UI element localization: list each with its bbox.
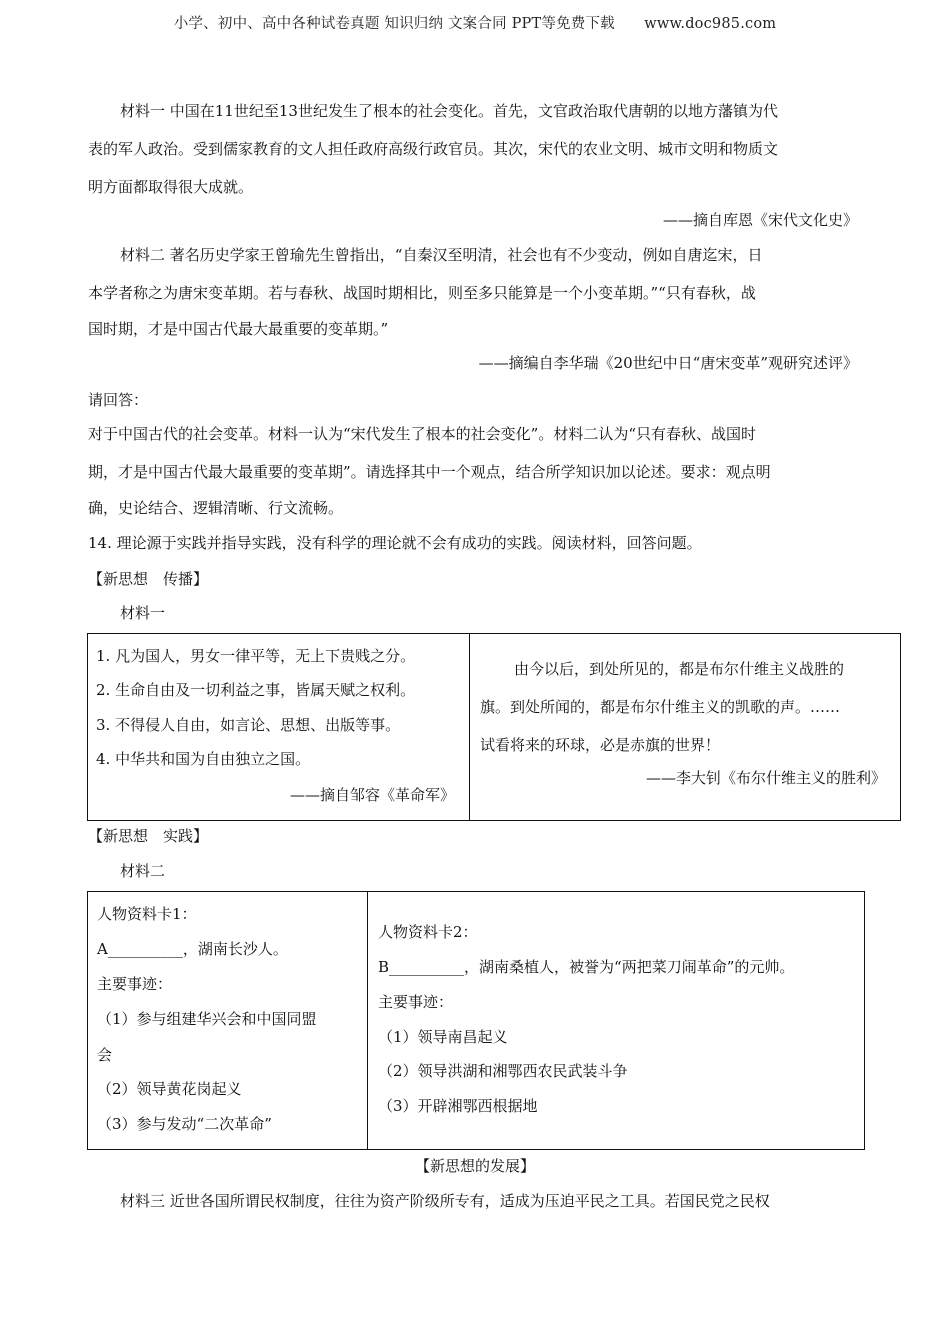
list-item: （3）开辟湘鄂西根据地 [378, 1097, 538, 1115]
list-item: （2）领导黄花岗起义 [97, 1080, 242, 1098]
material-1-line-2: 表的军人政治。受到儒家教育的文人担任政府高级行政官员。其次，宋代的农业文明、城市文明和物质文 [88, 140, 779, 158]
card-2-deeds-label: 主要事迹： [378, 993, 454, 1011]
zou-rong-cell [88, 634, 469, 820]
card-1-deeds-label: 主要事迹： [97, 975, 173, 993]
card-2-who: B__________，湖南桑植人，被誉为“两把菜刀闹革命”的元帅。 [378, 958, 795, 976]
card-1-title: 人物资料卡1： [97, 905, 197, 923]
quote-line-1: 由今以后，到处所见的，都是布尔什维主义战胜的 [514, 660, 845, 678]
profile-card-1 [88, 892, 367, 1149]
prompt-line-1: 对于中国古代的社会变革。材料一认为“宋代发生了根本的社会变化”。材料二认为“只有春秋、战国时 [88, 425, 757, 443]
list-item: （1）领导南昌起义 [378, 1028, 508, 1046]
quote-line-3: 试看将来的环球，必是赤旗的世界！ [480, 736, 721, 754]
material-1-line-3: 明方面都取得很大成就。 [88, 178, 254, 196]
material-label-2: 材料二 [120, 862, 166, 880]
material-2-source: ——摘编自李华瑞《20世纪中日“唐宋变革”观研究述评》 [478, 354, 858, 372]
quote-line-2: 旗。到处所闻的，都是布尔什维主义的凯歌的声。…… [480, 698, 841, 716]
zou-rong-source: ——摘自邹容《革命军》 [289, 786, 455, 804]
list-item: （2）领导洪湖和湘鄂西农民武装斗争 [378, 1062, 628, 1080]
prompt-line-2: 期，才是中国古代最大最重要的变革期”。请选择其中一个观点，结合所学知识加以论述。要求：观点明 [88, 463, 771, 481]
list-item: 1. 凡为国人，男女一律平等，无上下贵贱之分。 [96, 647, 416, 665]
list-item: 4. 中华共和国为自由独立之国。 [96, 750, 311, 768]
page-header: 小学、初中、高中各种试卷真题 知识归纳 文案合同 PPT等免费下载 www.doc985.com [173, 16, 777, 32]
section-heading-practice: 【新思想 实践】 [88, 827, 209, 845]
list-item: 3. 不得侵人自由，如言论、思想、出版等事。 [96, 716, 401, 734]
profile-card-2 [368, 892, 864, 1149]
section-heading-development: 【新思想的发展】 [414, 1157, 535, 1175]
material-3-line-1: 材料三 近世各国所谓民权制度，往往为资产阶级所专有，适成为压迫平民之工具。若国民党之民权 [120, 1192, 770, 1210]
list-item: 会 [97, 1046, 113, 1064]
material-1-table [87, 633, 901, 821]
material-1-line-1: 材料一 中国在11世纪至13世纪发生了根本的社会变化。首先，文官政治取代唐朝的以地方藩镇为代 [120, 102, 778, 120]
section-heading-spread: 【新思想 传播】 [88, 570, 209, 588]
card-2-title: 人物资料卡2： [378, 923, 478, 941]
material-2-line-3: 国时期，才是中国古代最大最重要的变革期。” [88, 320, 389, 338]
question-14-intro: 14. 理论源于实践并指导实践，没有科学的理论就不会有成功的实践。阅读材料，回答问题。 [88, 534, 702, 552]
li-dazhao-source: ——李大钊《布尔什维主义的胜利》 [645, 769, 886, 787]
question-ask: 请回答： [88, 391, 149, 409]
prompt-line-3: 确，史论结合、逻辑清晰、行文流畅。 [88, 499, 344, 517]
list-item: （3）参与发动“二次革命” [97, 1115, 272, 1133]
material-1-source: ——摘自库恩《宋代文化史》 [662, 211, 858, 229]
material-2-line-1: 材料二 著名历史学家王曾瑜先生曾指出，“自秦汉至明清，社会也有不少变动，例如自唐迄宋，日 [120, 246, 763, 264]
material-2-table [87, 891, 865, 1150]
card-1-who: A__________，湖南长沙人。 [97, 940, 288, 958]
list-item: （1）参与组建华兴会和中国同盟 [97, 1010, 317, 1028]
material-label-1: 材料一 [120, 604, 166, 622]
list-item: 2. 生命自由及一切利益之事，皆属天赋之权利。 [96, 681, 416, 699]
li-dazhao-cell [470, 634, 900, 820]
material-2-line-2: 本学者称之为唐宋变革期。若与春秋、战国时期相比，则至多只能算是一个小变革期。”“只有春秋，战 [88, 284, 756, 302]
